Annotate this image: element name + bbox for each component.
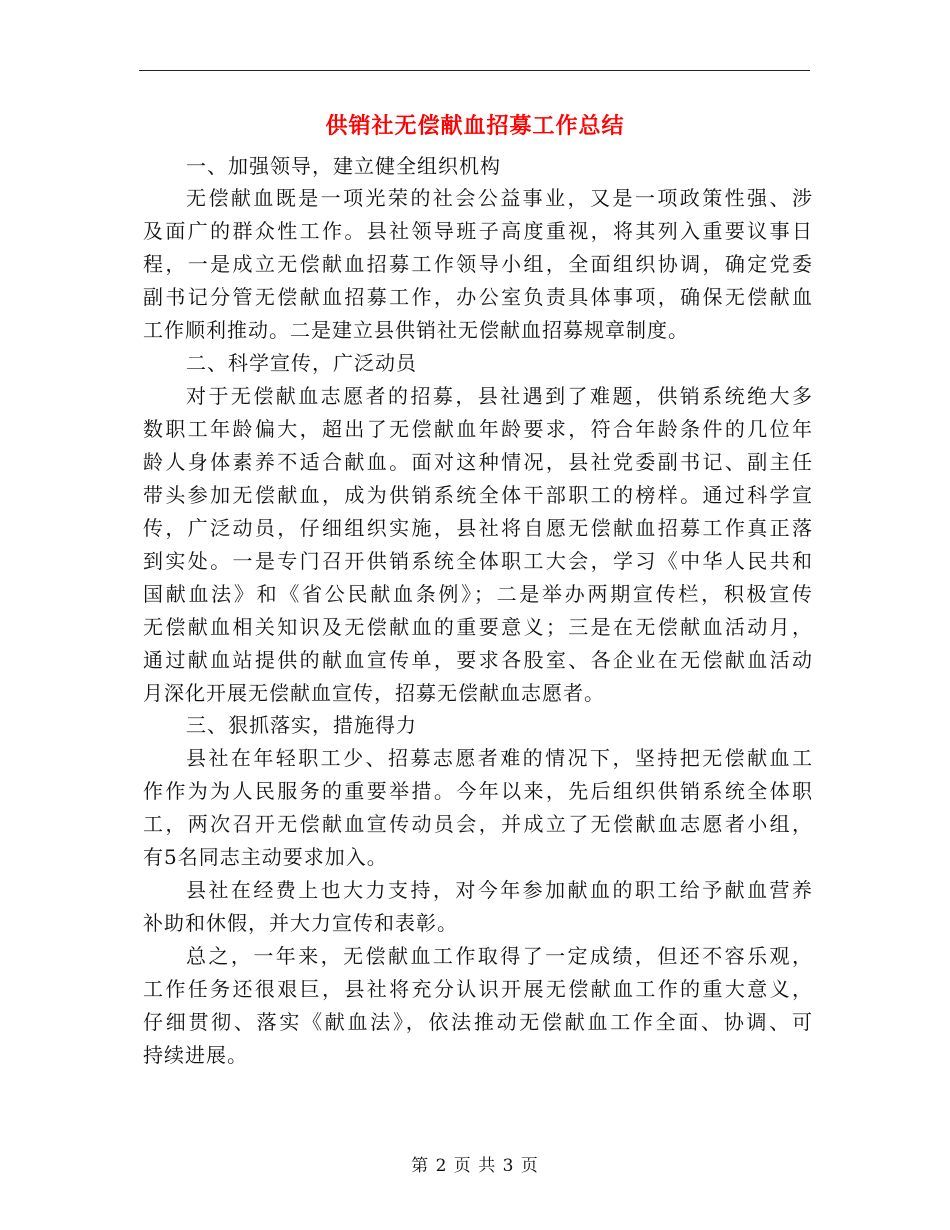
heading-3: 三、狠抓落实，措施得力 [186,713,417,737]
body-line: 工作顺利推动。二是建立县供销社无偿献血招募规章制度。 [143,318,689,342]
body-line: 程，一是成立无偿献血招募工作领导小组，全面组织协调，确定党委 [143,252,813,276]
body-line: 龄人身体素养不适合献血。面对这种情况，县社党委副书记、副主任 [143,450,813,474]
document-title: 供销社无偿献血招募工作总结 [325,113,625,139]
body-line: 作作为为人民服务的重要举措。今年以来，先后组织供销系统全体职 [143,779,813,803]
body-line: 对于无偿献血志愿者的招募，县社遇到了难题，供销系统绝大多 [186,384,813,408]
header-rule [139,70,810,71]
body-line: 仔细贯彻、落实《献血法》，依法推动无偿献血工作全面、协调、可 [143,1010,813,1034]
body-line: 带头参加无偿献血，成为供销系统全体干部职工的榜样。通过科学宣 [143,483,813,507]
body-line: 县社在经费上也大力支持，对今年参加献血的职工给予献血营养 [186,878,813,902]
body-line: 工作任务还很艰巨，县社将充分认识开展无偿献血工作的重大意义， [143,977,813,1001]
body-line: 县社在年轻职工少、招募志愿者难的情况下，坚持把无偿献血工 [186,746,813,770]
body-line: 总之，一年来，无偿献血工作取得了一定成绩，但还不容乐观， [186,944,813,968]
body-line: 有5名同志主动要求加入。 [143,845,388,869]
body-line: 副书记分管无偿献血招募工作，办公室负责具体事项，确保无偿献血 [143,285,813,309]
page-number: 第 2 页 共 3 页 [411,1156,539,1176]
body-line: 工，两次召开无偿献血宣传动员会，并成立了无偿献血志愿者小组， [143,812,813,836]
body-line: 及面广的群众性工作。县社领导班子高度重视，将其列入重要议事日 [143,219,813,243]
body-line: 月深化开展无偿献血宣传，招募无偿献血志愿者。 [143,681,605,705]
body-line: 持续进展。 [143,1043,248,1067]
body-line: 无偿献血既是一项光荣的社会公益事业，又是一项政策性强、涉 [186,186,813,210]
body-line: 到实处。一是专门召开供销系统全体职工大会，学习《中华人民共和 [143,549,813,573]
body-line: 数职工年龄偏大，超出了无偿献血年龄要求，符合年龄条件的几位年 [143,417,813,441]
body-line: 无偿献血相关知识及无偿献血的重要意义；三是在无偿献血活动月， [143,615,813,639]
heading-2: 二、科学宣传，广泛动员 [186,351,417,375]
body-line: 补助和休假，并大力宣传和表彰。 [143,911,458,935]
heading-1: 一、加强领导，建立健全组织机构 [186,154,501,178]
body-line: 国献血法》和《省公民献血条例》；二是举办两期宣传栏，积极宣传 [143,582,813,606]
body-line: 传，广泛动员，仔细组织实施，县社将自愿无偿献血招募工作真正落 [143,516,813,540]
body-line: 通过献血站提供的献血宣传单，要求各股室、各企业在无偿献血活动 [143,648,813,672]
